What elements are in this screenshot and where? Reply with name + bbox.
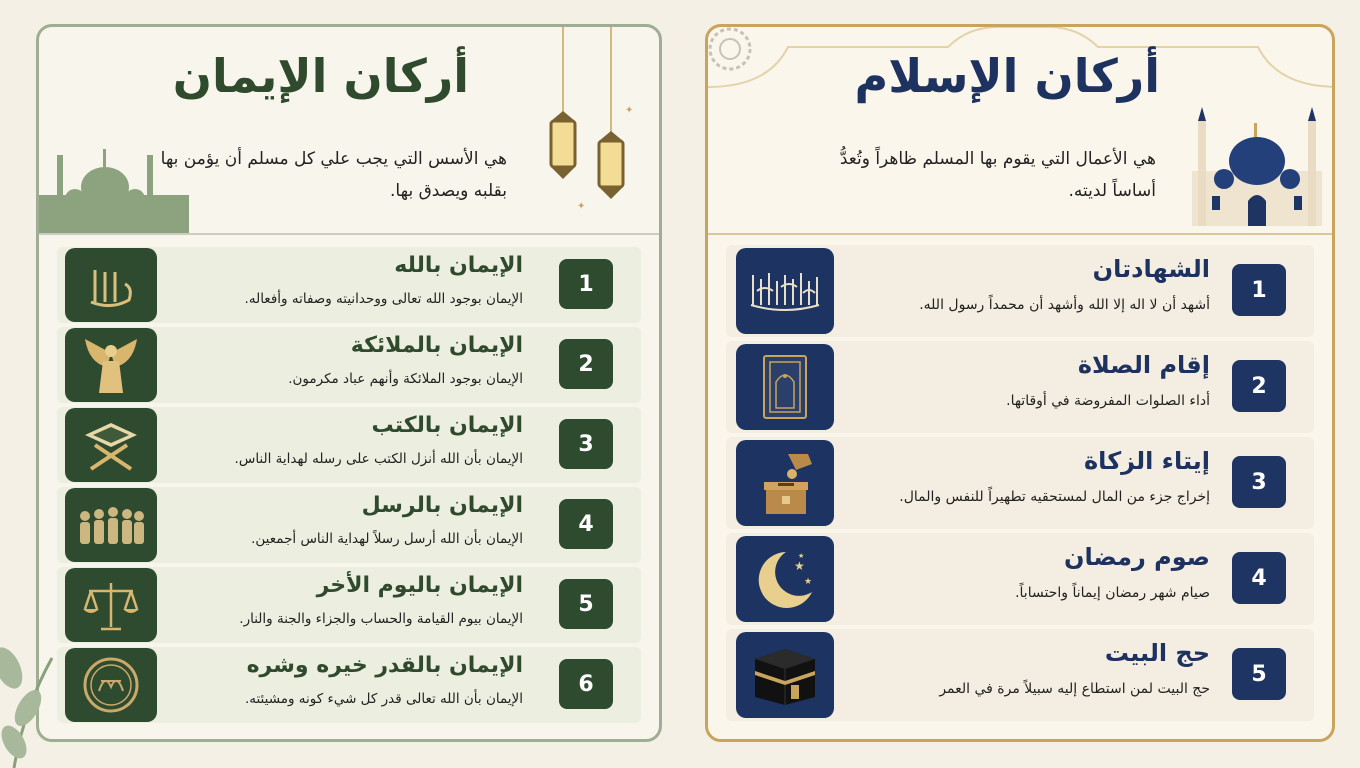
islam-title: أركان الإسلام	[854, 49, 1160, 103]
item-title: إيتاء الزكاة	[1084, 447, 1210, 475]
item-number: 4	[1232, 552, 1286, 604]
item-number: 1	[1232, 264, 1286, 316]
item-text: الإيمان بيوم القيامة والحساب والجزاء والجنة والنار.	[239, 611, 523, 627]
pillars-of-islam-panel	[705, 24, 1335, 742]
list-item	[57, 487, 641, 563]
item-number: 5	[1232, 648, 1286, 700]
item-text: صيام شهر رمضان إيماناً واحتساباً.	[1015, 585, 1210, 601]
islam-description: هي الأعمال التي يقوم بها المسلم ظاهراً وتُعدُّ أساساً لديته.	[839, 149, 1156, 201]
item-text: الإيمان بوجود الملائكة وأنهم عباد مكرمون.	[288, 371, 523, 387]
list-item	[57, 567, 641, 643]
list-item	[726, 341, 1314, 433]
prayer-mat-icon	[736, 344, 834, 430]
islam-header	[708, 27, 1332, 233]
item-title: الإيمان بالملائكة	[350, 333, 523, 358]
crescent-moon-icon	[736, 536, 834, 622]
list-item	[57, 327, 641, 403]
divider	[39, 233, 659, 235]
lantern-icon	[539, 27, 639, 217]
svg-text:★: ★	[794, 559, 805, 573]
svg-text:★: ★	[804, 577, 813, 587]
list-item	[726, 245, 1314, 337]
item-text: الإيمان بوجود الله تعالى ووحدانيته وصفاته وأفعاله.	[244, 291, 523, 307]
item-title: الشهادتان	[1092, 255, 1210, 283]
item-title: الإيمان بالرسل	[361, 493, 523, 518]
allah-calligraphy-icon	[65, 248, 157, 322]
ornament-icon	[705, 24, 756, 75]
pillars-of-iman-panel	[36, 24, 662, 742]
quran-stand-icon	[65, 408, 157, 482]
item-number: 2	[1232, 360, 1286, 412]
item-title: الإيمان باليوم الأخر	[316, 573, 523, 598]
list-item	[726, 437, 1314, 529]
item-title: الإيمان بالقدر خيره وشره	[246, 653, 523, 678]
item-number: 2	[559, 339, 613, 389]
item-number: 4	[559, 499, 613, 549]
leaf-icon	[0, 638, 60, 768]
item-number: 5	[559, 579, 613, 629]
item-text: الإيمان بأن الله تعالى قدر كل شيء كونه ومشيئته.	[244, 691, 523, 707]
item-number: 3	[559, 419, 613, 469]
shahada-calligraphy-icon	[736, 248, 834, 334]
svg-text:✦: ✦	[625, 105, 634, 116]
list-item	[57, 407, 641, 483]
item-text: أشهد أن لا اله إلا الله وأشهد أن محمداً رسول الله.	[919, 297, 1210, 313]
charity-box-icon	[736, 440, 834, 526]
item-title: الإيمان بالله	[394, 253, 523, 278]
item-title: صوم رمضان	[1063, 543, 1210, 571]
item-number: 3	[1232, 456, 1286, 508]
people-group-icon	[65, 488, 157, 562]
angel-icon	[65, 328, 157, 402]
item-number: 1	[559, 259, 613, 309]
item-text: أداء الصلوات المفروضة في أوقاتها.	[1006, 393, 1210, 409]
list-item	[57, 247, 641, 323]
item-text: الإيمان بأن الله أنزل الكتب على رسله لهداية الناس.	[234, 451, 523, 467]
calligraphy-seal-icon	[65, 648, 157, 722]
item-title: حج البيت	[1104, 639, 1210, 667]
item-number: 6	[559, 659, 613, 709]
iman-description: هي الأسس التي يجب علي كل مسلم أن يؤمن بها بقلبه ويصدق بها.	[160, 149, 507, 201]
iman-title: أركان الإيمان	[172, 49, 469, 103]
mosque-icon	[1182, 101, 1332, 231]
item-text: الإيمان بأن الله أرسل رسلاً لهداية الناس أجمعين.	[251, 531, 523, 547]
item-title: الإيمان بالكتب	[371, 413, 523, 438]
scales-icon	[65, 568, 157, 642]
item-text: حج البيت لمن استطاع إليه سبيلاً مرة في العمر	[939, 681, 1210, 697]
svg-text:✦: ✦	[577, 201, 586, 212]
svg-text:★: ★	[798, 552, 805, 560]
iman-header	[39, 27, 659, 233]
list-item	[57, 647, 641, 723]
item-text: إخراج جزء من المال لمستحقيه تطهيراً للنفس والمال.	[899, 489, 1210, 505]
list-item	[726, 533, 1314, 625]
kaaba-icon	[736, 632, 834, 718]
divider	[708, 233, 1332, 235]
list-item	[726, 629, 1314, 721]
item-title: إقام الصلاة	[1077, 351, 1210, 379]
